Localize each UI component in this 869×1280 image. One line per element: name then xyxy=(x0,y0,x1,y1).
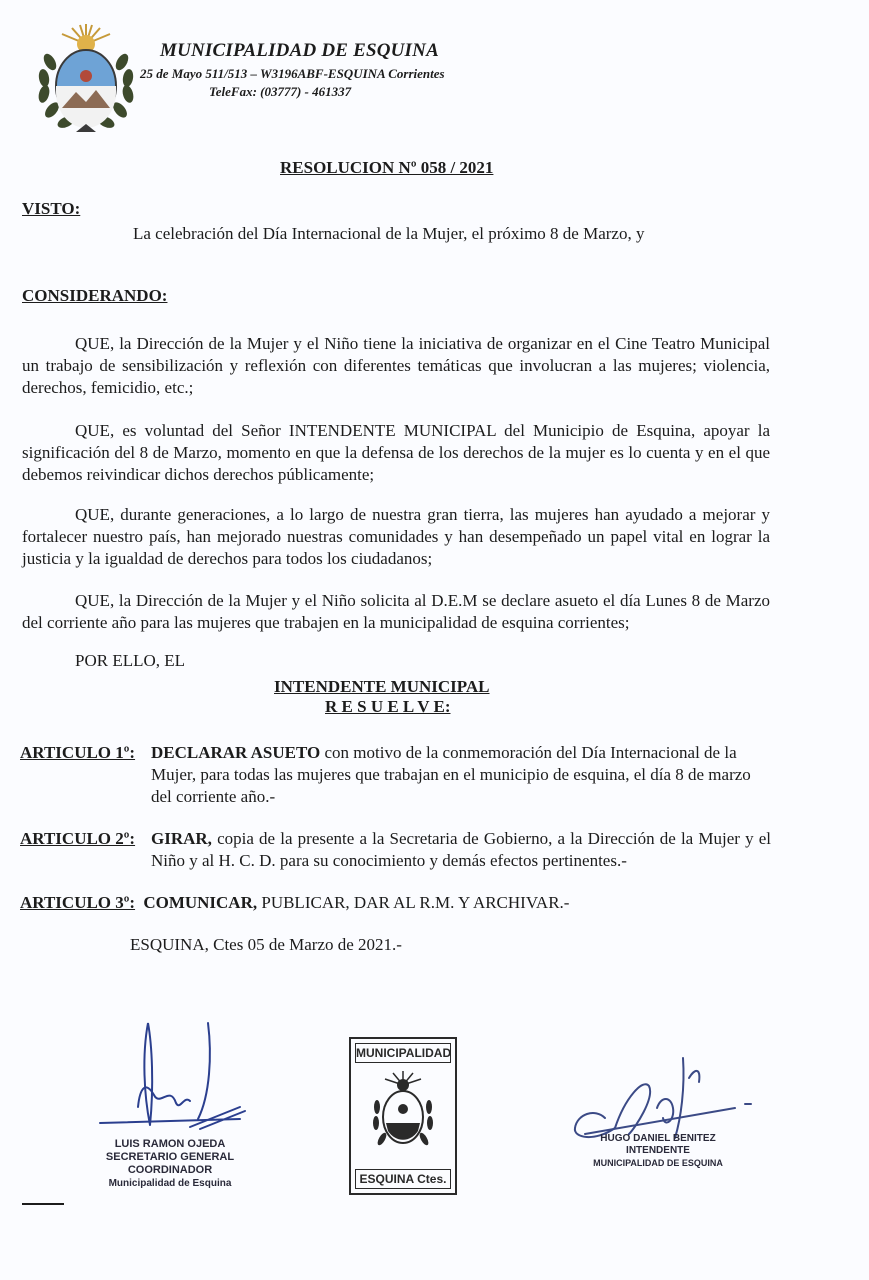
signature-right-role: INTENDENTE xyxy=(626,1145,690,1156)
visto-text: La celebración del Día Internacional de la Mujer, el próximo 8 de Marzo, y xyxy=(133,224,645,243)
signature-left-role2: COORDINADOR xyxy=(127,1164,213,1176)
article-1-verb: DECLARAR ASUETO xyxy=(151,743,321,762)
date-line: ESQUINA, Ctes 05 de Marzo de 2021.- xyxy=(130,935,402,954)
footer-rule xyxy=(22,1203,64,1205)
coat-of-arms-emblem xyxy=(32,22,140,138)
article-3 xyxy=(20,892,770,914)
signature-right-org: MUNICIPALIDAD DE ESQUINA xyxy=(593,1158,723,1168)
stamp-emblem xyxy=(351,1067,455,1157)
header-address: 25 de Mayo 511/513 – W3196ABF-ESQUINA Corrientes xyxy=(140,66,445,81)
article-3-verb: COMUNICAR, xyxy=(143,893,258,912)
signature-right-block xyxy=(568,1133,748,1169)
intendente-heading: INTENDENTE MUNICIPAL xyxy=(274,677,490,696)
considerando-paragraph-2: QUE, es voluntad del Señor INTENDENTE MUNICIPAL del Municipio de Esquina, apoyar la significación del 8 de Marzo, momento en que la defensa de los derechos de la mujer es lo cuenta y en el que debemos reivindicar dichos derechos públicamente; xyxy=(22,421,770,484)
article-1-text: con motivo de la conmemoración del Día Internacional de la Mujer, para todas las mujeres que trabajan en el municipio de esquina, el día 8 de marzo del corriente año.- xyxy=(151,743,751,806)
article-2-label: ARTICULO 2º: xyxy=(20,829,136,848)
article-2 xyxy=(20,828,771,870)
considerando-paragraph-4: QUE, la Dirección de la Mujer y el Niño solicita al D.E.M se declare asueto el día Lunes 8 de Marzo del corriente año para las mujeres que trabajen en la municipalidad de esquina corrientes; xyxy=(22,591,770,632)
resuelve-heading: R E S U E L V E: xyxy=(325,697,451,716)
signature-left-name: LUIS RAMON OJEDA xyxy=(114,1138,226,1150)
signature-left-block xyxy=(70,1138,270,1190)
article-1 xyxy=(20,742,770,806)
visto-label: VISTO: xyxy=(22,199,81,218)
considerando-label: CONSIDERANDO: xyxy=(22,286,168,305)
resolution-title: RESOLUCION Nº 058 / 2021 xyxy=(280,158,494,177)
stamp-bottom-text: ESQUINA Ctes. xyxy=(355,1169,451,1189)
article-2-text: copia de la presente a la Secretaria de Gobierno, a la Dirección de la Mujer y el Niño y al H. C. D. para su conocimiento y demás efectos pertinentes.- xyxy=(151,829,771,870)
considerando-paragraph-1: QUE, la Dirección de la Mujer y el Niño tiene la iniciativa de organizar en el Cine Teatro Municipal un trabajo de sensibilización y reflexión con diferentes temáticas que involucran a las mujeres; violencia, derechos, femicidio, etc.; xyxy=(22,334,770,397)
signature-left-scribble xyxy=(80,1015,260,1135)
header-phone: TeleFax: (03777) - 461337 xyxy=(209,84,352,99)
signature-left-role1: SECRETARIO GENERAL xyxy=(105,1151,235,1163)
header-title: MUNICIPALIDAD DE ESQUINA xyxy=(160,40,439,61)
signature-right-scribble xyxy=(565,1038,765,1148)
article-2-verb: GIRAR, xyxy=(151,829,212,848)
article-3-label: ARTICULO 3º: xyxy=(20,893,136,912)
considerando-paragraph-3: QUE, durante generaciones, a lo largo de nuestra gran tierra, las mujeres han ayudado a mejorar y fortalecer nuestro país, han mejorado nuestras comunidades y han desempeñado un papel vital en lograr la justicia y la igualdad de derechos para todos los ciudadanos; xyxy=(22,505,770,568)
article-3-text: PUBLICAR, DAR AL R.M. Y ARCHIVAR.- xyxy=(257,893,570,912)
por-ello-line: POR ELLO, EL xyxy=(75,651,186,670)
municipal-stamp xyxy=(349,1037,457,1195)
signature-left-org: Municipalidad de Esquina xyxy=(108,1178,232,1189)
article-1-label: ARTICULO 1º: xyxy=(20,743,136,762)
signature-right-name: HUGO DANIEL BENITEZ xyxy=(600,1133,716,1144)
stamp-top-text: MUNICIPALIDAD xyxy=(355,1043,451,1063)
